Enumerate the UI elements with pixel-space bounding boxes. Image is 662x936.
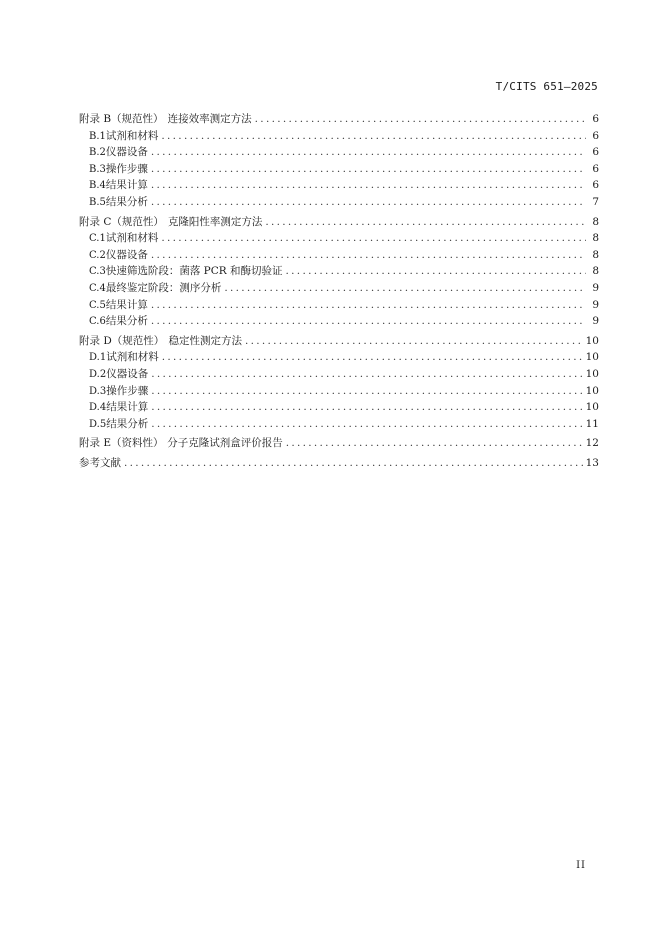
toc-section-number: B.5: [89, 196, 106, 208]
toc-entry-section[interactable]: [79, 313, 599, 330]
toc-page-number: 10: [585, 384, 599, 397]
toc-entry-appendix[interactable]: [79, 435, 599, 452]
toc-entry-title: 仪器设备: [105, 248, 148, 261]
toc-entry-section[interactable]: [79, 416, 599, 433]
toc-section-number: B.4: [89, 180, 106, 192]
dot-leader: [161, 230, 586, 247]
toc-entry-appendix[interactable]: [79, 455, 599, 472]
toc-page-number: 9: [592, 315, 599, 328]
toc-entry-title: 最终鉴定阶段：测序分析: [105, 281, 222, 294]
toc-appendix-label: 附录 C（规范性）: [79, 215, 164, 228]
dot-leader: [245, 333, 583, 350]
toc-section-number: C.2: [89, 249, 106, 261]
toc-page-number: 9: [592, 281, 599, 294]
toc-entry-section[interactable]: [79, 247, 599, 264]
toc-page-number: 6: [592, 162, 599, 175]
toc-entry-section[interactable]: [79, 349, 599, 366]
toc-section-number: C.3: [89, 266, 106, 278]
dot-leader: [124, 455, 583, 472]
toc-entry-section[interactable]: [79, 128, 599, 145]
toc-page-number: 6: [592, 179, 599, 192]
toc-appendix-label: 附录 E（资料性）: [79, 437, 164, 450]
toc-page-number: 8: [592, 248, 599, 261]
toc-page-number: 6: [592, 113, 599, 125]
toc-entry-title: 稳定性测定方法: [168, 334, 242, 347]
toc-section-number: B.3: [89, 163, 106, 175]
toc-section-number: D.1: [89, 352, 107, 364]
toc-entry-section[interactable]: [79, 230, 599, 247]
dot-leader: [162, 349, 583, 366]
toc-entry-title: 试剂和材料: [105, 129, 159, 142]
toc-section-number: D.2: [89, 368, 107, 380]
toc-entry-section[interactable]: [79, 194, 599, 211]
standard-number: T/CITS 651—2025: [495, 80, 598, 93]
toc-entry-section[interactable]: [79, 263, 599, 280]
toc-entry-section[interactable]: [79, 399, 599, 416]
toc-section-number: D.3: [89, 385, 107, 397]
toc-entry-section[interactable]: [79, 366, 599, 383]
toc-entry-appendix[interactable]: [79, 333, 599, 350]
toc-page-number: 8: [592, 215, 599, 228]
dot-leader: [224, 280, 586, 297]
dot-leader: [255, 111, 586, 128]
toc-entry-title: 仪器设备: [106, 367, 149, 380]
toc-entry-title: 参考文献: [79, 456, 121, 469]
toc-entry-title: 操作步骤: [106, 384, 149, 397]
toc-entry-title: 操作步骤: [105, 162, 148, 175]
toc-page-number: 9: [592, 298, 599, 311]
toc-page-number: 10: [585, 401, 599, 414]
toc-entry-section[interactable]: [79, 280, 599, 297]
dot-leader: [265, 214, 586, 231]
toc-appendix-label: 附录 D（规范性）: [79, 334, 165, 347]
toc-section-number: B.2: [89, 147, 106, 159]
dot-leader: [286, 435, 583, 452]
dot-leader: [151, 161, 586, 178]
table-of-contents: [79, 111, 599, 471]
dot-leader: [151, 366, 582, 383]
page-number: II: [576, 860, 586, 871]
toc-page-number: 10: [585, 351, 599, 364]
toc-entry-title: 结果分析: [106, 417, 149, 430]
dot-leader: [151, 144, 586, 161]
toc-entry-title: 连接效率测定方法: [167, 113, 252, 125]
toc-page-number: 8: [592, 265, 599, 278]
toc-entry-title: 克隆阳性率测定方法: [167, 215, 263, 228]
toc-page-number: 7: [592, 195, 599, 208]
toc-entry-section[interactable]: [79, 161, 599, 178]
toc-entry-title: 仪器设备: [105, 146, 148, 159]
toc-entry-title: 结果计算: [105, 179, 148, 192]
dot-leader: [161, 128, 586, 145]
dot-leader: [151, 177, 586, 194]
toc-entry-title: 分子克隆试剂盒评价报告: [167, 437, 283, 450]
toc-page-number: 8: [592, 232, 599, 245]
toc-section-number: C.5: [89, 299, 106, 311]
toc-page-number: 6: [592, 129, 599, 142]
toc-entry-section[interactable]: [79, 297, 599, 314]
toc-page-number: 12: [585, 437, 599, 450]
dot-leader: [151, 313, 586, 330]
toc-section-number: C.6: [89, 316, 106, 328]
toc-entry-section[interactable]: [79, 177, 599, 194]
toc-section-number: B.1: [89, 130, 106, 142]
toc-page-number: 13: [585, 456, 599, 469]
toc-appendix-label: 附录 B（规范性）: [79, 113, 164, 125]
toc-section-number: D.5: [89, 418, 107, 430]
toc-section-number: D.4: [89, 402, 107, 414]
dot-leader: [151, 416, 582, 433]
toc-entry-section[interactable]: [79, 144, 599, 161]
toc-page-number: 10: [585, 334, 599, 347]
toc-section-number: C.1: [89, 233, 106, 245]
dot-leader: [286, 263, 586, 280]
toc-entry-title: 试剂和材料: [106, 351, 159, 364]
toc-entry-title: 结果分析: [105, 195, 148, 208]
toc-entry-title: 结果分析: [105, 315, 148, 328]
toc-entry-title: 快速筛选阶段：菌落 PCR 和酶切验证: [105, 265, 283, 278]
toc-page-number: 6: [592, 146, 599, 159]
dot-leader: [151, 297, 586, 314]
toc-entry-appendix[interactable]: [79, 111, 599, 128]
dot-leader: [151, 194, 586, 211]
toc-entry-title: 结果计算: [106, 401, 149, 414]
toc-page-number: 10: [585, 367, 599, 380]
toc-entry-title: 试剂和材料: [105, 232, 159, 245]
dot-leader: [151, 399, 582, 416]
toc-entry-section[interactable]: [79, 383, 599, 400]
toc-entry-title: 结果计算: [105, 298, 148, 311]
dot-leader: [151, 247, 586, 264]
toc-entry-appendix[interactable]: [79, 214, 599, 231]
dot-leader: [151, 383, 582, 400]
toc-page-number: 11: [585, 417, 599, 430]
toc-section-number: C.4: [89, 282, 106, 294]
